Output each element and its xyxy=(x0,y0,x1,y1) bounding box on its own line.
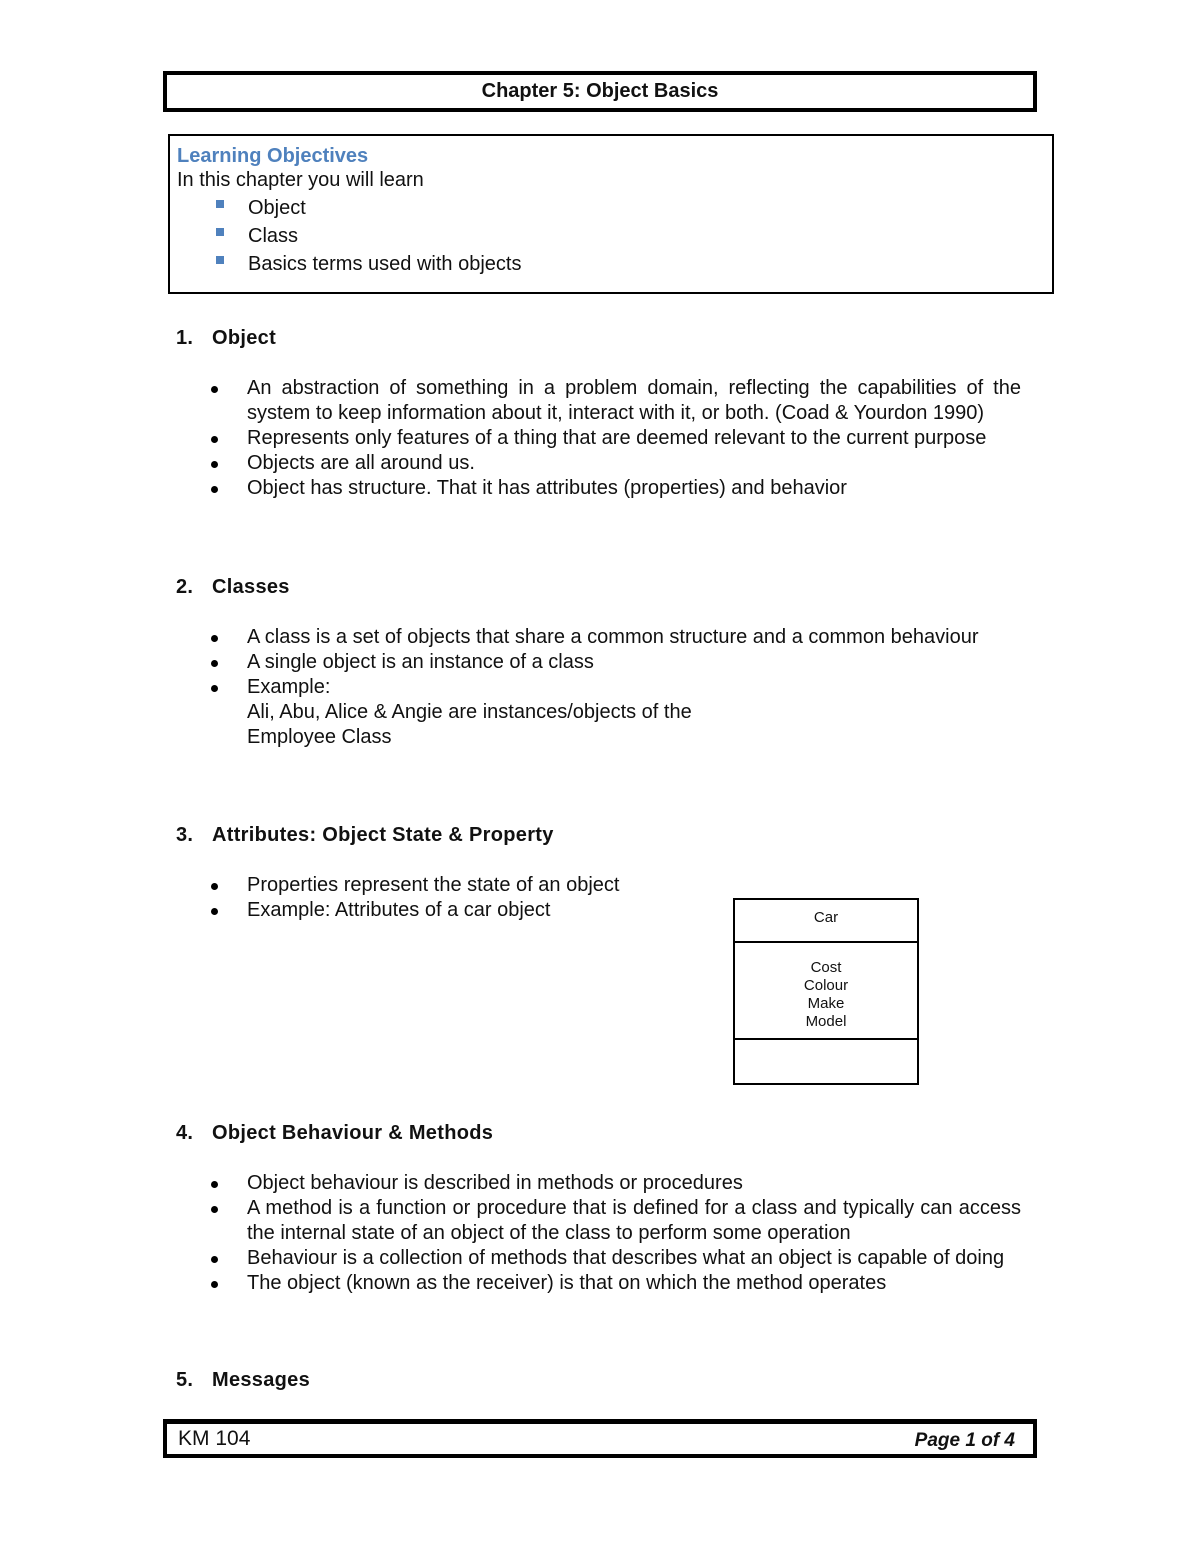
bullet-dot-icon xyxy=(211,660,218,667)
section-5-title: 5. Messages xyxy=(176,1369,311,1391)
list-item: Object behaviour is described in methods or procedures xyxy=(211,1171,1021,1196)
list-item: Example: Attributes of a car object xyxy=(211,898,711,923)
square-bullet-icon xyxy=(216,200,224,208)
list-item: A method is a function or procedure that is defined for a class and typically can access the internal state of an object of the class to perform some operation xyxy=(211,1196,1021,1246)
class-attribute: Make xyxy=(807,995,845,1012)
list-item: A class is a set of objects that share a common structure and a common behaviour xyxy=(211,625,1021,650)
bullet-dot-icon xyxy=(211,486,218,493)
section-4-bullets xyxy=(211,1171,1021,1296)
section-2-bullets xyxy=(211,625,1021,750)
section-1-bullets xyxy=(211,376,1021,501)
page-footer xyxy=(163,1419,1037,1458)
car-class-diagram xyxy=(733,898,919,1085)
list-item: Represents only features of a thing that are deemed relevant to the current purpose xyxy=(211,426,1021,451)
objectives-list xyxy=(212,194,521,278)
list-item: A single object is an instance of a class xyxy=(211,650,1021,675)
objective-item: Class xyxy=(212,222,521,250)
class-attribute: Cost xyxy=(810,959,842,976)
objectives-heading: Learning Objectives xyxy=(177,145,369,167)
section-3-title: 3. Attributes: Object State & Property xyxy=(176,824,554,846)
bullet-dot-icon xyxy=(211,908,218,915)
objective-item: Basics terms used with objects xyxy=(212,250,521,278)
page-number: Page 1 of 4 xyxy=(914,1430,1015,1451)
list-item: An abstraction of something in a problem domain, reflecting the capabilities of the system to keep information about it, interact with it, or both. (Coad & Yourdon 1990) xyxy=(211,376,1021,426)
objectives-intro: In this chapter you will learn xyxy=(177,169,424,191)
class-name: Car xyxy=(735,900,917,943)
objective-item: Object xyxy=(212,194,521,222)
bullet-dot-icon xyxy=(211,386,218,393)
course-code: KM 104 xyxy=(178,1427,251,1450)
section-3-bullets xyxy=(211,873,711,923)
list-item: Object has structure. That it has attributes (properties) and behavior xyxy=(211,476,1021,501)
bullet-dot-icon xyxy=(211,436,218,443)
section-4-title: 4. Object Behaviour & Methods xyxy=(176,1122,494,1144)
bullet-dot-icon xyxy=(211,635,218,642)
list-item: Properties represent the state of an object xyxy=(211,873,711,898)
learning-objectives-box xyxy=(168,134,1054,294)
list-item: The object (known as the receiver) is that on which the method operates xyxy=(211,1271,1021,1296)
list-item: Objects are all around us. xyxy=(211,451,1021,476)
square-bullet-icon xyxy=(216,228,224,236)
bullet-dot-icon xyxy=(211,1281,218,1288)
bullet-dot-icon xyxy=(211,883,218,890)
class-attributes xyxy=(735,943,917,1040)
bullet-dot-icon xyxy=(211,1256,218,1263)
section-1-title: 1. Object xyxy=(176,327,277,349)
example-line: Ali, Abu, Alice & Angie are instances/objects of the xyxy=(247,701,692,723)
bullet-dot-icon xyxy=(211,1181,218,1188)
example-line: Employee Class xyxy=(247,726,392,748)
chapter-title: Chapter 5: Object Basics xyxy=(163,71,1037,112)
section-2-title: 2. Classes xyxy=(176,576,290,598)
bullet-dot-icon xyxy=(211,1206,218,1213)
square-bullet-icon xyxy=(216,256,224,264)
class-attribute: Model xyxy=(805,1013,847,1030)
bullet-dot-icon xyxy=(211,685,218,692)
list-item: Example: Ali, Abu, Alice & Angie are instances/objects of the Employee Class xyxy=(211,675,1021,750)
list-item: Behaviour is a collection of methods that describes what an object is capable of doing xyxy=(211,1246,1021,1271)
class-attribute: Colour xyxy=(803,977,849,994)
bullet-dot-icon xyxy=(211,461,218,468)
